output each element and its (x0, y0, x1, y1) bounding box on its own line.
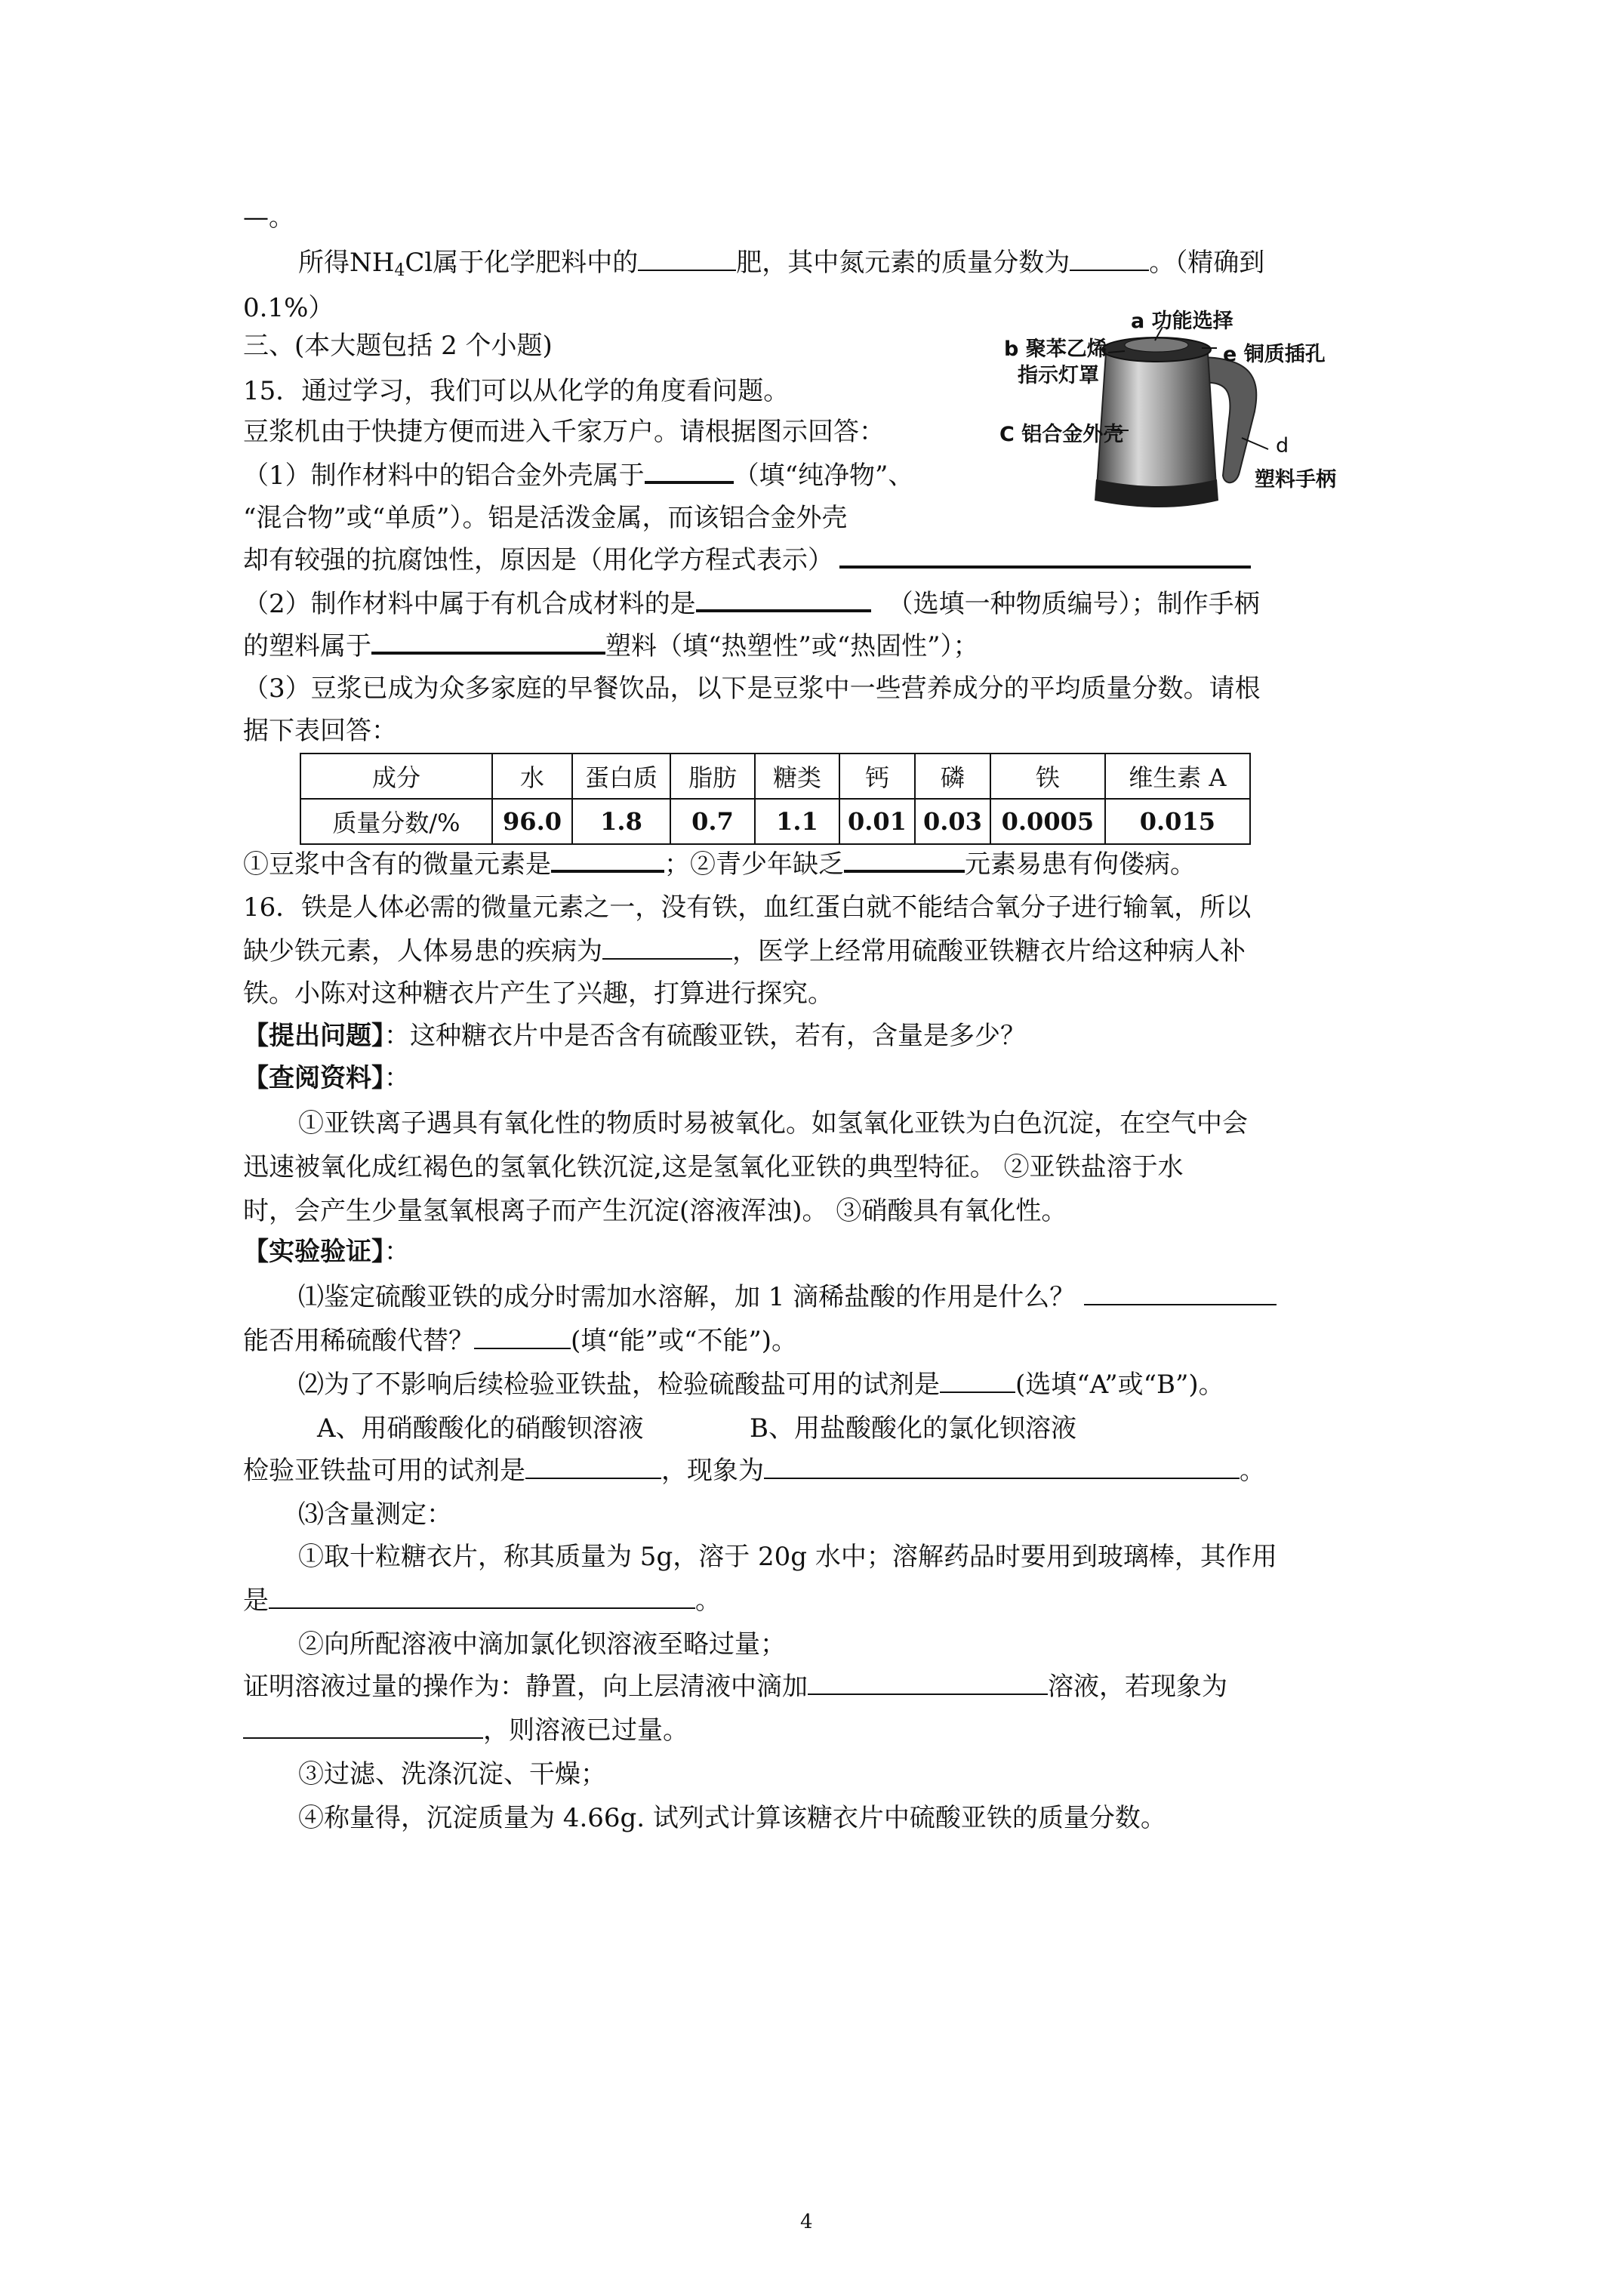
sulfuric-acid-blank[interactable] (474, 1322, 571, 1349)
measure-step2: ②向所配溶液中滴加氯化钡溶液至略过量； (298, 1629, 786, 1660)
header-cell: 钙 (839, 754, 915, 799)
test-solution-blank[interactable] (808, 1668, 1048, 1695)
measure-step3: ③过滤、洗涤沉淀、干燥； (298, 1759, 606, 1789)
header-cell: 铁 (990, 754, 1105, 799)
row-label: 质量分数/% (300, 799, 492, 844)
q15-part1-line1: （1）制作材料中的铝合金外壳属于 （填“纯净物”、 (243, 453, 1390, 498)
label-plastic-handle: 塑料手柄 (1255, 468, 1336, 492)
q16-line3: 铁。小陈对这种糖衣片产生了兴趣，打算进行探究。 (243, 978, 833, 1009)
nitrogen-percent-blank[interactable] (1070, 244, 1149, 271)
header-cell: 蛋白质 (572, 754, 670, 799)
excess-phenomenon-blank[interactable] (243, 1712, 483, 1739)
q15-part1-line3: 却有较强的抗腐蚀性，原因是（用化学方程式表示） (243, 538, 1390, 583)
q15-title: 15．通过学习，我们可以从化学的角度看问题。 (243, 376, 790, 406)
reference-3: 时，会产生少量氢氧根离子而产生沉淀(溶液浑浊)。 ③硝酸具有氧化性。 (243, 1196, 1067, 1226)
value-cell: 0.7 (670, 799, 755, 844)
raise-question: 【提出问题】：这种糖衣片中是否含有硫酸亚铁，若有，含量是多少？ (243, 1021, 1026, 1051)
option-b: B、用盐酸酸化的氯化钡溶液 (750, 1413, 1076, 1444)
section-heading: 三、(本大题包括 2 个小题) (243, 331, 553, 361)
table-value-row (300, 799, 1250, 844)
label-copper-socket: e 铜质插孔 (1223, 343, 1326, 366)
exp-step1b: 能否用稀硫酸代替？ (填“能”或“不能”)。 (243, 1318, 1390, 1364)
header-cell: 成分 (300, 754, 492, 799)
measure-step1: ①取十粒糖衣片，称其质量为 5g，溶于 20g 水中；溶解药品时要用到玻璃棒，其作用 (298, 1542, 1277, 1572)
measure-excess-b: ，则溶液已过量。 (243, 1708, 1390, 1753)
q15-intro: 豆浆机由于快捷方便而进入千家万户。请根据图示回答： (243, 417, 885, 447)
alloy-classification-blank[interactable] (645, 455, 734, 484)
label-indicator-cover: 指示灯罩 (1018, 364, 1099, 387)
label-polystyrene: b 聚苯乙烯 (1004, 337, 1107, 361)
equation-blank[interactable] (839, 540, 1251, 569)
measure-step4: ④称量得，沉淀质量为 4.66g. 试列式计算该糖衣片中硫酸亚铁的质量分数。 (298, 1803, 1166, 1833)
reference-1: ①亚铁离子遇具有氧化性的物质时易被氧化。如氢氧化亚铁为白色沉淀，在空气中会 (298, 1108, 1248, 1139)
precision-note: 0.1%） (243, 293, 334, 323)
q16-line2: 缺少铁元素，人体易患的疾病为 ，医学上经常用硫酸亚铁糖衣片给这种病人补 (243, 929, 1390, 974)
q15-part1-line2: “混合物”或“单质”）。铝是活泼金属，而该铝合金外壳 (243, 503, 848, 533)
header-cell: 磷 (915, 754, 990, 799)
soymilk-maker-figure (999, 298, 1397, 517)
plastic-type-blank[interactable] (371, 626, 605, 655)
hcl-purpose-blank[interactable] (1084, 1278, 1277, 1305)
q15-part2-line1: （2）制作材料中属于有机合成材料的是 （选填一种物质编号）；制作手柄 (243, 581, 1390, 627)
table-header-row (300, 754, 1250, 799)
reagent-choice-blank[interactable] (940, 1366, 1015, 1393)
header-cell: 水 (492, 754, 572, 799)
glass-rod-purpose-blank[interactable] (269, 1582, 695, 1609)
page-number: 4 (800, 2211, 813, 2233)
exp-step2: ⑵为了不影响后续检验亚铁盐，检验硫酸盐可用的试剂是 (选填“A”或“B”)。 (298, 1362, 1446, 1407)
exp-ferrous-test: 检验亚铁盐可用的试剂是 ，现象为 。 (243, 1448, 1390, 1493)
fertilizer-type-blank[interactable] (638, 244, 736, 271)
value-cell: 0.03 (915, 799, 990, 844)
prev-continuation: —。 (243, 202, 294, 233)
ferrous-phenomenon-blank[interactable] (764, 1452, 1240, 1479)
q15-part3-line1: （3）豆浆已成为众多家庭的早餐饮品，以下是豆浆中一些营养成分的平均质量分数。请根 (243, 673, 1261, 704)
q15-part2-line2: 的塑料属于 塑料（填“热塑性”或“热固性”）； (243, 624, 1390, 669)
reference-heading: 【查阅资料】： (243, 1063, 410, 1093)
q16-line1: 16．铁是人体必需的微量元素之一，没有铁，血红蛋白就不能结合氧分子进行输氧，所以 (243, 892, 1252, 923)
measure-heading: ⑶含量测定： (298, 1499, 452, 1530)
trace-element-blank[interactable] (551, 844, 664, 873)
ammonium-chloride-line: 所得$NH_4Cl$属于化学肥料中的 肥，其中氮元素的质量分数为 。（精确到 (298, 240, 1446, 294)
measure-step1b: 是 。 (243, 1578, 1390, 1623)
header-cell: 糖类 (755, 754, 839, 799)
label-aluminium-shell: C 铝合金外壳 (999, 423, 1124, 446)
q15-part3-questions: ①豆浆中含有的微量元素是 ；②青少年缺乏 元素易患有佝偻病。 (243, 842, 1390, 887)
exp-step1: ⑴鉴定硫酸亚铁的成分时需加水溶解，加 1 滴稀盐酸的作用是什么？ (298, 1274, 1446, 1320)
value-cell: 0.0005 (990, 799, 1105, 844)
experiment-heading: 【实验验证】： (243, 1237, 410, 1267)
ferrous-reagent-blank[interactable] (525, 1452, 661, 1479)
nutrient-table (300, 753, 1251, 845)
measure-excess: 证明溶液过量的操作为：静置，向上层清液中滴加 溶液，若现象为 (243, 1664, 1390, 1709)
deficient-element-blank[interactable] (844, 844, 965, 873)
value-cell: 0.01 (839, 799, 915, 844)
label-d: d (1276, 434, 1289, 458)
reference-2: 迅速被氧化成红褐色的氢氧化铁沉淀,这是氢氧化亚铁的典型特征。 ②亚铁盐溶于水 (243, 1152, 1184, 1182)
value-cell: 1.8 (572, 799, 670, 844)
value-cell: 96.0 (492, 799, 572, 844)
option-a: A、用硝酸酸化的硝酸钡溶液 (317, 1413, 644, 1444)
value-cell: 1.1 (755, 799, 839, 844)
q15-part3-line2: 据下表回答： (243, 716, 397, 746)
header-cell: 维生素 A (1105, 754, 1250, 799)
disease-blank[interactable] (602, 932, 732, 960)
synthetic-material-blank[interactable] (696, 584, 871, 612)
value-cell: 0.015 (1105, 799, 1250, 844)
label-function-select: a 功能选择 (1131, 310, 1233, 333)
header-cell: 脂肪 (670, 754, 755, 799)
